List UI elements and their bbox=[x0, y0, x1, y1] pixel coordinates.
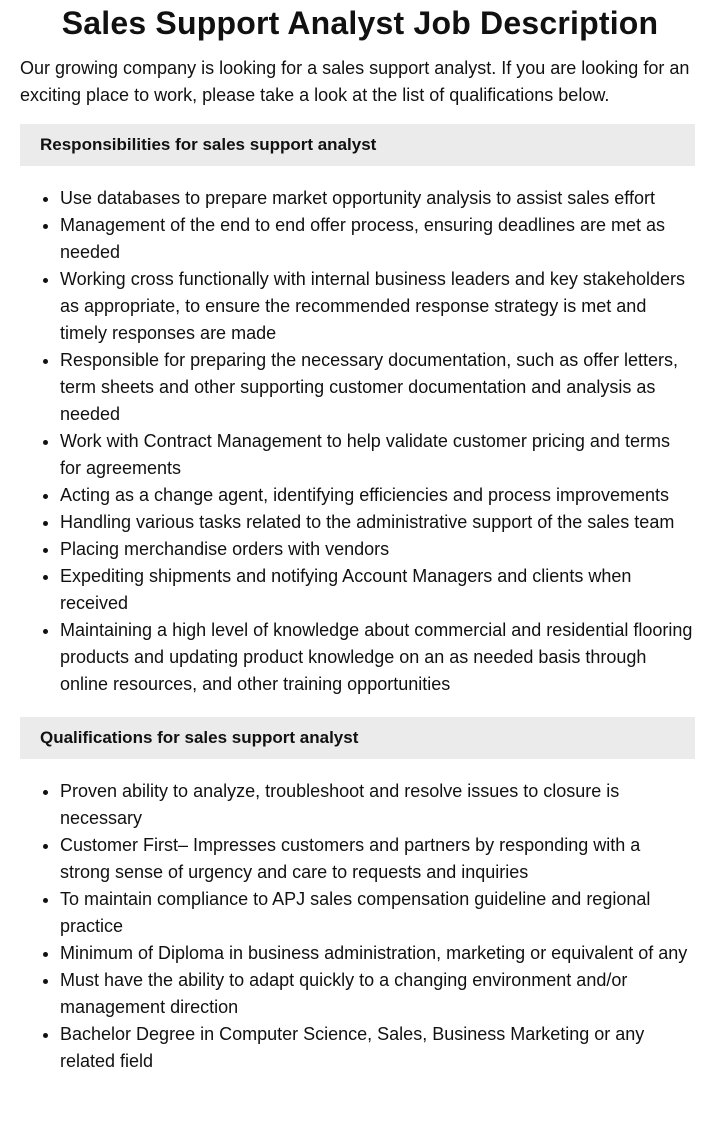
list-item: • Work with Contract Management to help validate customer pricing and terms for agreements bbox=[60, 428, 695, 482]
list-item: • Proven ability to analyze, troubleshoot and resolve issues to closure is necessary bbox=[60, 778, 695, 832]
qualifications-list bbox=[20, 778, 695, 1075]
list-item: • Responsible for preparing the necessary documentation, such as offer letters, term sheets and other supporting customer documentation and analysis as needed bbox=[60, 347, 695, 428]
list-item: • Expediting shipments and notifying Account Managers and clients when received bbox=[60, 563, 695, 617]
qualifications-heading: Qualifications for sales support analyst bbox=[20, 717, 695, 759]
list-item: • To maintain compliance to APJ sales compensation guideline and regional practice bbox=[60, 886, 695, 940]
list-item: • Must have the ability to adapt quickly to a changing environment and/or management direction bbox=[60, 967, 695, 1021]
list-item: • Management of the end to end offer process, ensuring deadlines are met as needed bbox=[60, 212, 695, 266]
list-item: • Handling various tasks related to the administrative support of the sales team bbox=[60, 509, 695, 536]
list-item: • Minimum of Diploma in business administration, marketing or equivalent of any bbox=[60, 940, 695, 967]
list-item: • Maintaining a high level of knowledge about commercial and residential flooring products and updating product knowledge on an as needed basis through online resources, and other training opportunities bbox=[60, 617, 695, 698]
list-item: • Working cross functionally with internal business leaders and key stakeholders as appropriate, to ensure the recommended response strategy is met and timely responses are made bbox=[60, 266, 695, 347]
list-item: • Placing merchandise orders with vendors bbox=[60, 536, 695, 563]
list-item: • Bachelor Degree in Computer Science, Sales, Business Marketing or any related field bbox=[60, 1021, 695, 1075]
responsibilities-list bbox=[20, 185, 695, 698]
page-title: Sales Support Analyst Job Description bbox=[61, 5, 659, 41]
list-item: • Use databases to prepare market opportunity analysis to assist sales effort bbox=[60, 185, 695, 212]
intro-paragraph: Our growing company is looking for a sales support analyst. If you are looking for an exciting place to work, please take a look at the list of qualifications below. bbox=[20, 58, 690, 105]
list-item: • Acting as a change agent, identifying efficiencies and process improvements bbox=[60, 482, 695, 509]
responsibilities-heading: Responsibilities for sales support analyst bbox=[20, 124, 695, 166]
list-item: • Customer First– Impresses customers and partners by responding with a strong sense of urgency and care to requests and inquiries bbox=[60, 832, 695, 886]
